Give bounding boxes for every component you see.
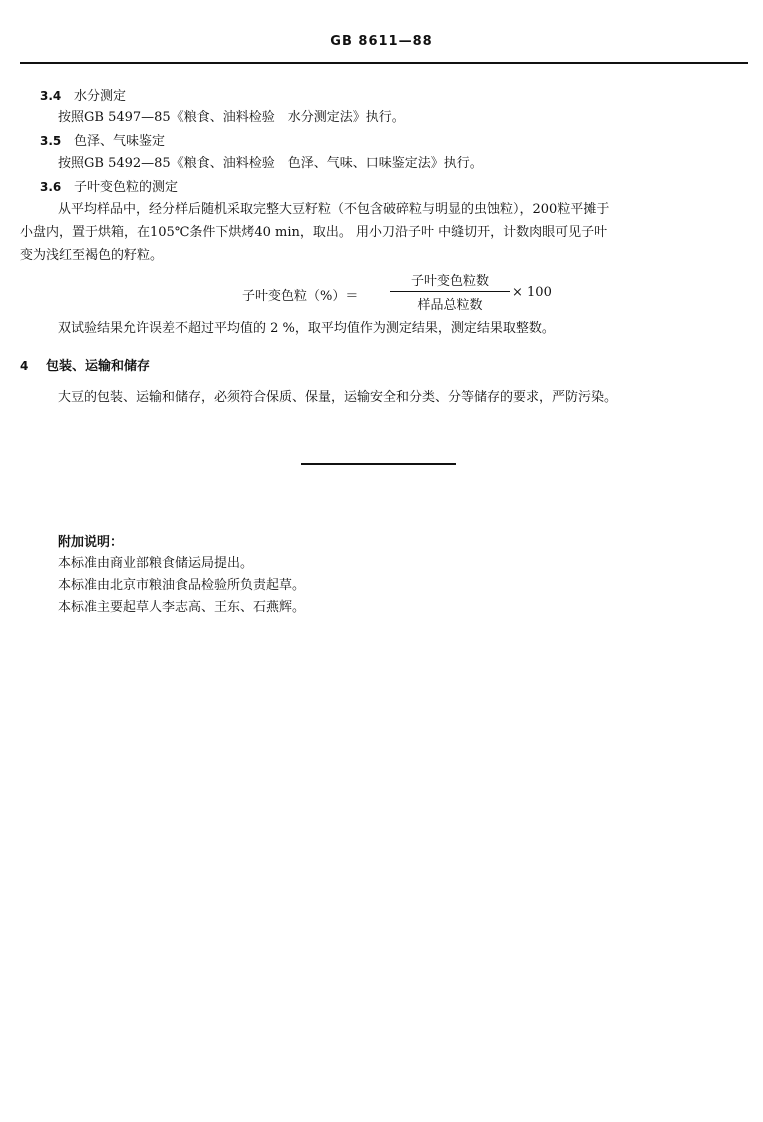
header-divider <box>20 62 748 64</box>
additional-notes-heading: 附加说明： <box>58 535 124 550</box>
discolored-kernel-formula <box>242 270 562 316</box>
formula-denominator: 样品总粒数 <box>417 298 483 313</box>
section-3-6-title: 子叶变色粒的测定 <box>74 180 179 195</box>
formula-multiplier: × 100 <box>512 285 552 300</box>
section-3-4-heading <box>40 87 126 106</box>
section-3-6-body-line: 变为浅红至褐色的籽粒。 <box>20 248 164 263</box>
section-3-6-number: 3.6 <box>40 180 62 194</box>
end-of-text-rule <box>301 463 456 465</box>
section-3-6-body-line: 小盘内，置于烘箱，在105℃条件下烘烤40 min，取出。 用小刀沿子叶 中缝切开，计数肉眼可见子叶 <box>20 225 608 240</box>
formula-numerator: 子叶变色粒数 <box>410 274 489 289</box>
additional-note-line: 本标准由北京市粮油食品检验所负责起草。 <box>58 578 306 593</box>
section-4-number: 4 <box>20 359 29 373</box>
additional-note-line: 本标准主要起草人李志高、王东、石燕辉。 <box>58 600 306 615</box>
section-3-5-body: 按照GB 5492—85《粮食、油料检验 色泽、气味、口味鉴定法》执行。 <box>58 156 483 171</box>
section-4-title: 包装、运输和储存 <box>46 359 151 374</box>
formula-fraction-bar <box>390 291 510 292</box>
section-3-5-number: 3.5 <box>40 134 62 148</box>
section-3-4-title: 水分测定 <box>74 89 127 104</box>
section-3-5-heading <box>40 132 165 151</box>
section-3-4-body: 按照GB 5497—85《粮食、油料检验 水分测定法》执行。 <box>58 110 405 125</box>
section-3-5-title: 色泽、气味鉴定 <box>74 134 166 149</box>
additional-note-line: 本标准由商业部粮食储运局提出。 <box>58 556 254 571</box>
section-4-body: 大豆的包装、运输和储存，必须符合保质、保量，运输安全和分类、分等储存的要求，严防污染。 <box>58 390 618 405</box>
section-3-4-number: 3.4 <box>40 89 62 103</box>
formula-lhs: 子叶变色粒（%）＝ <box>242 289 359 304</box>
section-4-heading <box>20 357 150 376</box>
section-3-6-note: 双试验结果允许误差不超过平均值的 2 %，取平均值作为测定结果，测定结果取整数。 <box>58 321 555 336</box>
section-3-6-heading <box>40 178 178 197</box>
section-3-6-body-line: 从平均样品中，经分样后随机采取完整大豆籽粒（不包含破碎粒与明显的虫蚀粒），200粒平摊于 <box>58 202 610 217</box>
page-header-standard-code: GB 8611—88 <box>330 34 433 49</box>
